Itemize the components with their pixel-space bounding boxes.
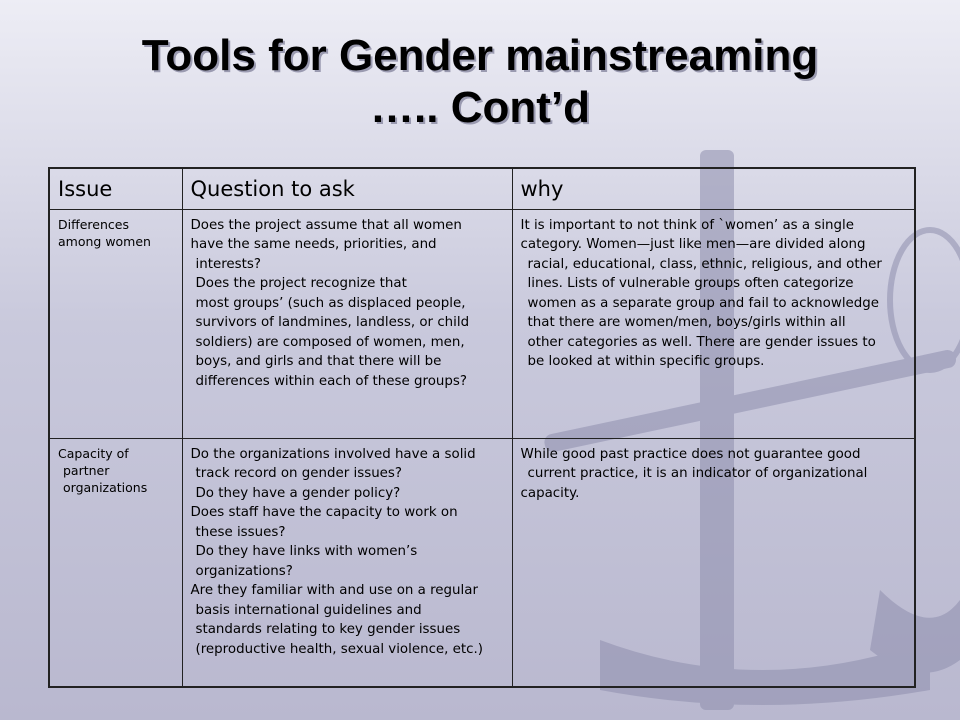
slide-title-line-2: ….. Cont’d (370, 83, 590, 132)
why-line: While good past practice does not guarantee good (520, 446, 861, 462)
question-line: differences within each of these groups? (195, 373, 467, 389)
question-line: Does the project recognize that (195, 276, 407, 291)
issue-cell (49, 438, 182, 687)
question-line: Does the project assume that all women (190, 217, 462, 233)
question-line: (reproductive health, sexual violence, etc.) (195, 641, 484, 657)
why-line: It is important to not think of `women’ as a single (520, 217, 854, 233)
slide-title-line-1: Tools for Gender mainstreaming (141, 31, 819, 80)
question-cell (182, 209, 512, 438)
issue-line: among women (58, 233, 151, 249)
why-line: lines. Lists of vulnerable groups often categorize (527, 276, 854, 291)
why-line: women as a separate group and fail to acknowledge (527, 295, 880, 311)
question-line: track record on gender issues? (195, 466, 403, 481)
question-line: these issues? (195, 524, 286, 540)
why-line: be looked at within specific groups. (527, 354, 765, 369)
issue-line: Differences (58, 216, 129, 232)
header-issue: Issue (49, 168, 182, 209)
question-line: most groups’ (such as displaced people, (195, 295, 466, 311)
question-line: Do they have a gender policy? (195, 485, 401, 501)
why-line: current practice, it is an indicator of organizational (527, 466, 868, 481)
slide-title (40, 30, 920, 134)
question-line: Do the organizations involved have a solid (190, 446, 476, 462)
question-line: standards relating to key gender issues (195, 622, 461, 637)
question-line: Does staff have the capacity to work on (190, 505, 458, 520)
why-cell (512, 209, 915, 438)
question-line: organizations? (195, 563, 293, 579)
issue-line: partner (63, 462, 110, 478)
issue-cell (49, 209, 182, 438)
question-line: have the same needs, priorities, and (190, 237, 437, 252)
table-header-row (49, 168, 915, 209)
issue-line: Capacity of (58, 445, 129, 461)
question-line: survivors of landmines, landless, or child (195, 315, 470, 330)
why-cell (512, 438, 915, 687)
why-line: other categories as well. There are gender issues to (527, 334, 876, 350)
question-cell (182, 438, 512, 687)
table-row (49, 438, 915, 687)
question-line: boys, and girls and that there will be (195, 354, 442, 369)
why-line: racial, educational, class, ethnic, religious, and other (527, 256, 882, 272)
issue-line: organizations (63, 479, 148, 495)
header-question-to-ask: Question to ask (182, 168, 512, 209)
header-why: why (512, 168, 915, 209)
question-line: Do they have links with women’s (195, 544, 418, 559)
why-line: category. Women—just like men—are divided along (520, 237, 866, 252)
gender-tools-table (48, 167, 916, 688)
question-line: basis international guidelines and (195, 602, 422, 618)
table-row (49, 209, 915, 438)
question-line: soldiers) are composed of women, men, (195, 334, 465, 350)
question-line: Are they familiar with and use on a regular (190, 583, 478, 598)
why-line: capacity. (520, 485, 580, 501)
question-line: interests? (195, 256, 261, 272)
why-line: that there are women/men, boys/girls within all (527, 315, 846, 330)
